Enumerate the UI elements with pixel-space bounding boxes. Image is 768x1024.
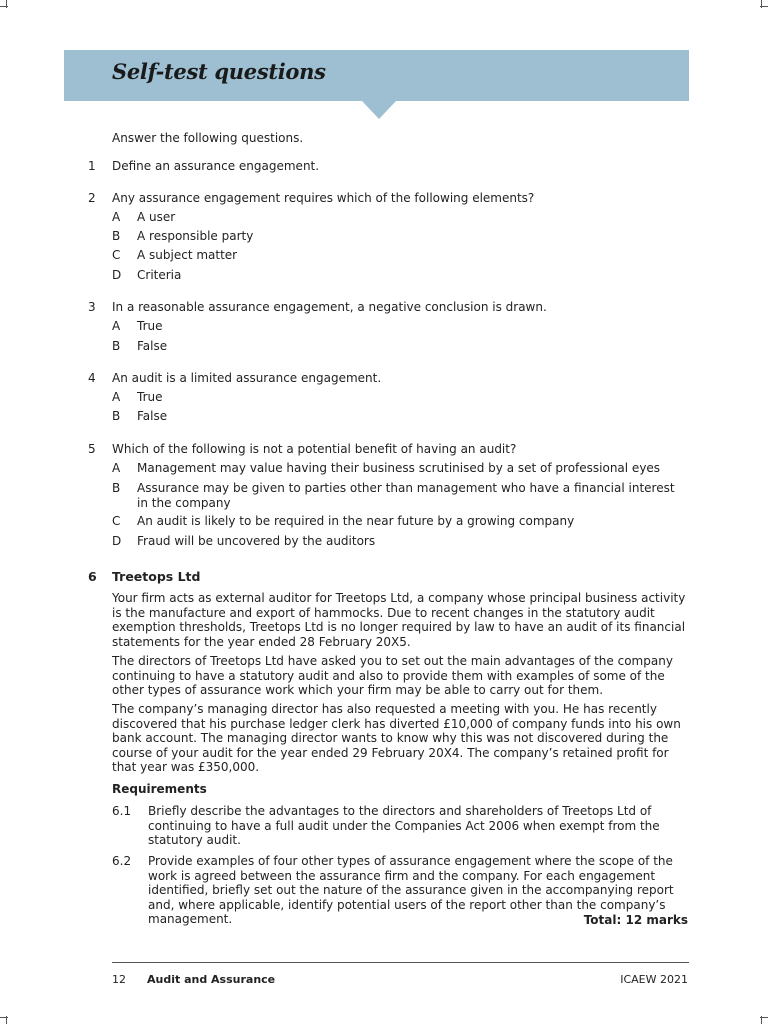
case-paragraph: The directors of Treetops Ltd have asked you to set out the main advantages of the company continuing to have a statutory audit and also to provide them with examples of some of the other types of assurance work which your firm may be able to carry out for them. xyxy=(112,654,673,697)
option-text: False xyxy=(137,339,168,353)
case-paragraph: Your firm acts as external auditor for Treetops Ltd, a company whose principal business activity is the manufacture and export of hammocks. Due to recent changes in the statutory audit exemption thresholds, Treetops Ltd is no longer required by law to have an audit of its financial statements for the year ended 28 February 20X5. xyxy=(112,591,686,649)
option-letter: C xyxy=(112,514,121,528)
option-text: Fraud will be uncovered by the auditors xyxy=(137,534,376,548)
banner-pointer xyxy=(362,101,396,119)
option-letter: D xyxy=(112,268,122,282)
option-text: A subject matter xyxy=(137,248,238,262)
question-number: 6 xyxy=(88,569,97,584)
option-letter: B xyxy=(112,339,121,353)
crop-mark xyxy=(761,0,762,8)
intro-text: Answer the following questions. xyxy=(112,131,304,145)
option-text: True xyxy=(137,319,163,333)
question-number: 3 xyxy=(88,300,96,314)
requirement-text: Briefly describe the advantages to the directors and shareholders of Treetops Ltd of continuing to have a full audit under the Companies Act 2006 when exempt from the statutory audit. xyxy=(148,804,660,847)
option-text: A user xyxy=(137,210,176,224)
question-text: Which of the following is not a potential benefit of having an audit? xyxy=(112,442,517,456)
option-text: Management may value having their business scrutinised by a set of professional eyes xyxy=(137,461,661,475)
question-number: 5 xyxy=(88,442,96,456)
option-letter: B xyxy=(112,409,121,423)
case-paragraph: The company’s managing director has also requested a meeting with you. He has recently discovered that his purchase ledger clerk has diverted £10,000 of company funds into his own bank account. The managing director wants to know why this was not discovered during the course of your audit for the year ended 29 February 20X4. The company’s retained profit for that year was £350,000. xyxy=(112,702,681,774)
requirement-number: 6.2 xyxy=(112,854,132,868)
option-letter: C xyxy=(112,248,121,262)
total-marks: Total: 12 marks xyxy=(583,913,688,927)
option-text: An audit is likely to be required in the near future by a growing company xyxy=(137,514,575,528)
crop-mark xyxy=(6,0,7,8)
question-text: Define an assurance engagement. xyxy=(112,159,320,173)
option-text: Assurance may be given to parties other than management who have a financial interest in the company xyxy=(137,481,675,510)
page-title: Self-test questions xyxy=(112,59,326,84)
option-letter: D xyxy=(112,534,122,548)
question-number: 1 xyxy=(88,159,96,173)
question-text: In a reasonable assurance engagement, a negative conclusion is drawn. xyxy=(112,300,547,314)
option-letter: B xyxy=(112,229,121,243)
option-text: False xyxy=(137,409,168,423)
page-number: 12 xyxy=(112,973,126,986)
option-text: A responsible party xyxy=(137,229,254,243)
crop-mark xyxy=(761,1016,762,1024)
requirement-text: Provide examples of four other types of assurance engagement where the scope of the work is agreed between the assurance firm and the company. For each engagement identified, briefly set out the nature of the assurance given in the accompanying report and, where applicable, identify potential users of the report other than the company’s management. xyxy=(148,854,674,926)
option-letter: A xyxy=(112,390,121,404)
question-text: An audit is a limited assurance engagement. xyxy=(112,371,382,385)
option-letter: B xyxy=(112,481,121,495)
question-number: 4 xyxy=(88,371,96,385)
crop-mark xyxy=(6,1016,7,1024)
footer-divider xyxy=(112,962,689,963)
requirements-heading: Requirements xyxy=(112,782,207,796)
option-letter: A xyxy=(112,210,121,224)
book-title: Audit and Assurance xyxy=(147,973,276,986)
publisher: ICAEW 2021 xyxy=(620,973,688,986)
requirement-number: 6.1 xyxy=(112,804,132,818)
question-text: Any assurance engagement requires which of the following elements? xyxy=(112,191,535,205)
question-number: 2 xyxy=(88,191,96,205)
option-text: True xyxy=(137,390,163,404)
option-text: Criteria xyxy=(137,268,182,282)
option-letter: A xyxy=(112,461,121,475)
option-letter: A xyxy=(112,319,121,333)
case-title: Treetops Ltd xyxy=(112,569,201,584)
